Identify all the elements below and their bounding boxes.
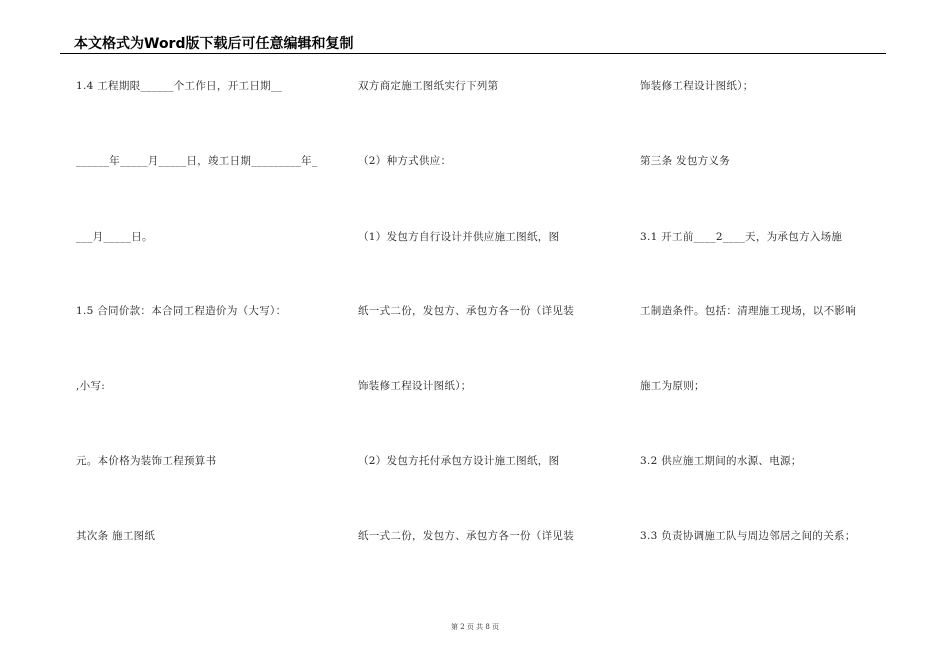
text-line: ___月_____日。	[76, 231, 153, 243]
header-divider	[60, 53, 886, 54]
text-line: 纸一式二份，发包方、承包方各一份（详见装	[358, 530, 574, 542]
text-line: 其次条 施工图纸	[76, 530, 156, 542]
text-line: 3.3 负责协调施工队与周边邻居之间的关系；	[640, 530, 856, 542]
text-line: （2）发包方托付承包方设计施工图纸，图	[358, 455, 560, 467]
text-line: 元。本价格为装饰工程预算书	[76, 455, 217, 467]
text-line: ______年_____月_____日，竣工日期_________年_	[76, 155, 318, 167]
text-line: 3.1 开工前____2____天，为承包方入场施	[640, 231, 843, 243]
page-number: 第 2 页 共 8 页	[450, 623, 500, 631]
text-line: 工制造条件。包括：清理施工现场，以不影响	[640, 305, 856, 317]
text-line: 第三条 发包方义务	[640, 155, 731, 167]
text-line: 饰装修工程设计图纸）；	[640, 80, 754, 92]
text-line: （1）发包方自行设计并供应施工图纸，图	[358, 231, 560, 243]
text-line: 3.2 供应施工期间的水源、电源；	[640, 455, 802, 467]
text-line: 1.4 工程期限______个工作日，开工日期__	[76, 80, 283, 92]
text-line: 双方商定施工图纸实行下列第	[358, 80, 499, 92]
document-header-title: 本文格式为Word版下载后可任意编辑和复制	[74, 36, 354, 52]
text-line: 饰装修工程设计图纸）；	[358, 380, 472, 392]
text-line: 纸一式二份，发包方、承包方各一份（详见装	[358, 305, 574, 317]
text-line: 施工为原则；	[640, 380, 705, 392]
text-line: 1.5 合同价款：本合同工程造价为（大写）：	[76, 305, 287, 317]
text-line: （2）种方式供应：	[358, 155, 452, 167]
text-line: ,小写:	[76, 380, 106, 392]
